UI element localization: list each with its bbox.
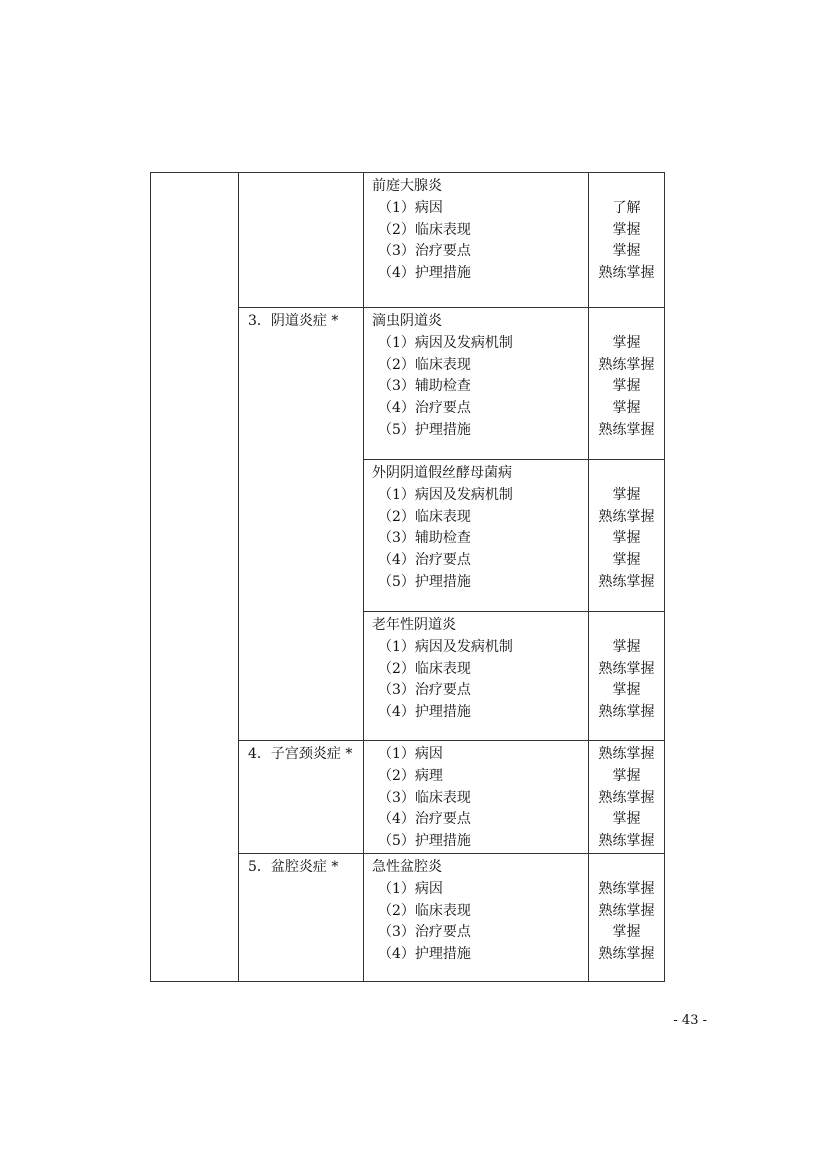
level-item: 熟练掌握 bbox=[598, 880, 655, 897]
level-item: 熟练掌握 bbox=[598, 833, 655, 850]
list-item: （1）病因 bbox=[378, 880, 443, 897]
level-item: 熟练掌握 bbox=[598, 421, 655, 438]
list-item: （5）护理措施 bbox=[378, 833, 471, 850]
list-item: （3）临床表现 bbox=[378, 789, 471, 806]
level-item: 掌握 bbox=[612, 811, 641, 828]
list-item: （4）治疗要点 bbox=[378, 552, 471, 569]
level-item: 熟练掌握 bbox=[598, 356, 655, 373]
list-item: （1）病因及发病机制 bbox=[378, 334, 513, 351]
level-cell bbox=[589, 741, 665, 854]
level-item: 掌握 bbox=[612, 378, 641, 395]
chapter-cell bbox=[151, 173, 239, 982]
topic-label: 5．盆腔炎症 * bbox=[248, 858, 339, 875]
level-cell bbox=[589, 173, 665, 308]
list-item: （3）治疗要点 bbox=[378, 682, 471, 699]
list-item: （1）病因 bbox=[378, 199, 443, 216]
level-cell bbox=[589, 460, 665, 612]
list-item: （3）辅助检查 bbox=[378, 378, 471, 395]
level-item: 熟练掌握 bbox=[598, 746, 655, 762]
content-cell bbox=[364, 173, 589, 308]
table-row bbox=[151, 173, 665, 308]
page-number: - 43 - bbox=[673, 1013, 707, 1028]
level-item: 熟练掌握 bbox=[598, 573, 655, 590]
content-cell bbox=[364, 460, 589, 612]
content-cell bbox=[364, 741, 589, 854]
list-item: （2）临床表现 bbox=[378, 221, 471, 238]
list-item: （2）临床表现 bbox=[378, 902, 471, 919]
level-cell bbox=[589, 612, 665, 741]
section-title: 前庭大腺炎 bbox=[372, 178, 442, 194]
list-item: （3）治疗要点 bbox=[378, 924, 471, 941]
level-item: 掌握 bbox=[612, 530, 641, 547]
list-item: （4）治疗要点 bbox=[378, 811, 471, 828]
list-item: （5）护理措施 bbox=[378, 573, 471, 590]
level-item: 掌握 bbox=[612, 552, 641, 569]
content-cell bbox=[364, 308, 589, 460]
list-item: （4）护理措施 bbox=[378, 946, 471, 963]
list-item: （2）临床表现 bbox=[378, 508, 471, 525]
level-item: 熟练掌握 bbox=[598, 902, 655, 919]
level-item: 掌握 bbox=[612, 767, 641, 784]
list-item: （4）护理措施 bbox=[378, 704, 471, 721]
level-item: 了解 bbox=[612, 199, 641, 216]
level-item: 熟练掌握 bbox=[598, 265, 655, 282]
list-item: （1）病因 bbox=[378, 746, 443, 762]
list-item: （2）临床表现 bbox=[378, 356, 471, 373]
level-item: 掌握 bbox=[612, 486, 641, 503]
level-cell bbox=[589, 308, 665, 460]
level-item: 掌握 bbox=[612, 334, 641, 351]
topic-cell bbox=[239, 173, 364, 308]
list-item: （3）辅助检查 bbox=[378, 530, 471, 547]
level-item: 熟练掌握 bbox=[598, 704, 655, 721]
topic-label: 3．阴道炎症 * bbox=[248, 313, 339, 329]
section-title: 急性盆腔炎 bbox=[372, 858, 442, 875]
list-item: （2）临床表现 bbox=[378, 660, 471, 677]
list-item: （4）护理措施 bbox=[378, 265, 471, 282]
level-item: 熟练掌握 bbox=[598, 946, 655, 963]
level-item: 掌握 bbox=[612, 682, 641, 699]
level-item: 掌握 bbox=[612, 221, 641, 238]
level-cell bbox=[589, 853, 665, 981]
level-item: 熟练掌握 bbox=[598, 660, 655, 677]
level-item: 掌握 bbox=[612, 924, 641, 941]
content-cell bbox=[364, 612, 589, 741]
section-title: 外阴阴道假丝酵母菌病 bbox=[372, 465, 512, 481]
level-item: 熟练掌握 bbox=[598, 508, 655, 525]
level-item: 掌握 bbox=[612, 638, 641, 655]
topic-cell bbox=[239, 741, 364, 854]
level-item: 掌握 bbox=[612, 243, 641, 260]
topic-cell bbox=[239, 853, 364, 981]
topic-label: 4．子宫颈炎症 * bbox=[248, 746, 353, 762]
list-item: （2）病理 bbox=[378, 767, 443, 784]
list-item: （3）治疗要点 bbox=[378, 243, 471, 260]
level-item: 掌握 bbox=[612, 400, 641, 417]
list-item: （1）病因及发病机制 bbox=[378, 486, 513, 503]
topic-cell bbox=[239, 308, 364, 741]
section-title: 滴虫阴道炎 bbox=[372, 313, 442, 329]
level-item: 熟练掌握 bbox=[598, 789, 655, 806]
list-item: （4）治疗要点 bbox=[378, 400, 471, 417]
content-cell bbox=[364, 853, 589, 981]
syllabus-table bbox=[150, 172, 665, 982]
section-title: 老年性阴道炎 bbox=[372, 617, 456, 633]
list-item: （5）护理措施 bbox=[378, 421, 471, 438]
list-item: （1）病因及发病机制 bbox=[378, 638, 513, 655]
